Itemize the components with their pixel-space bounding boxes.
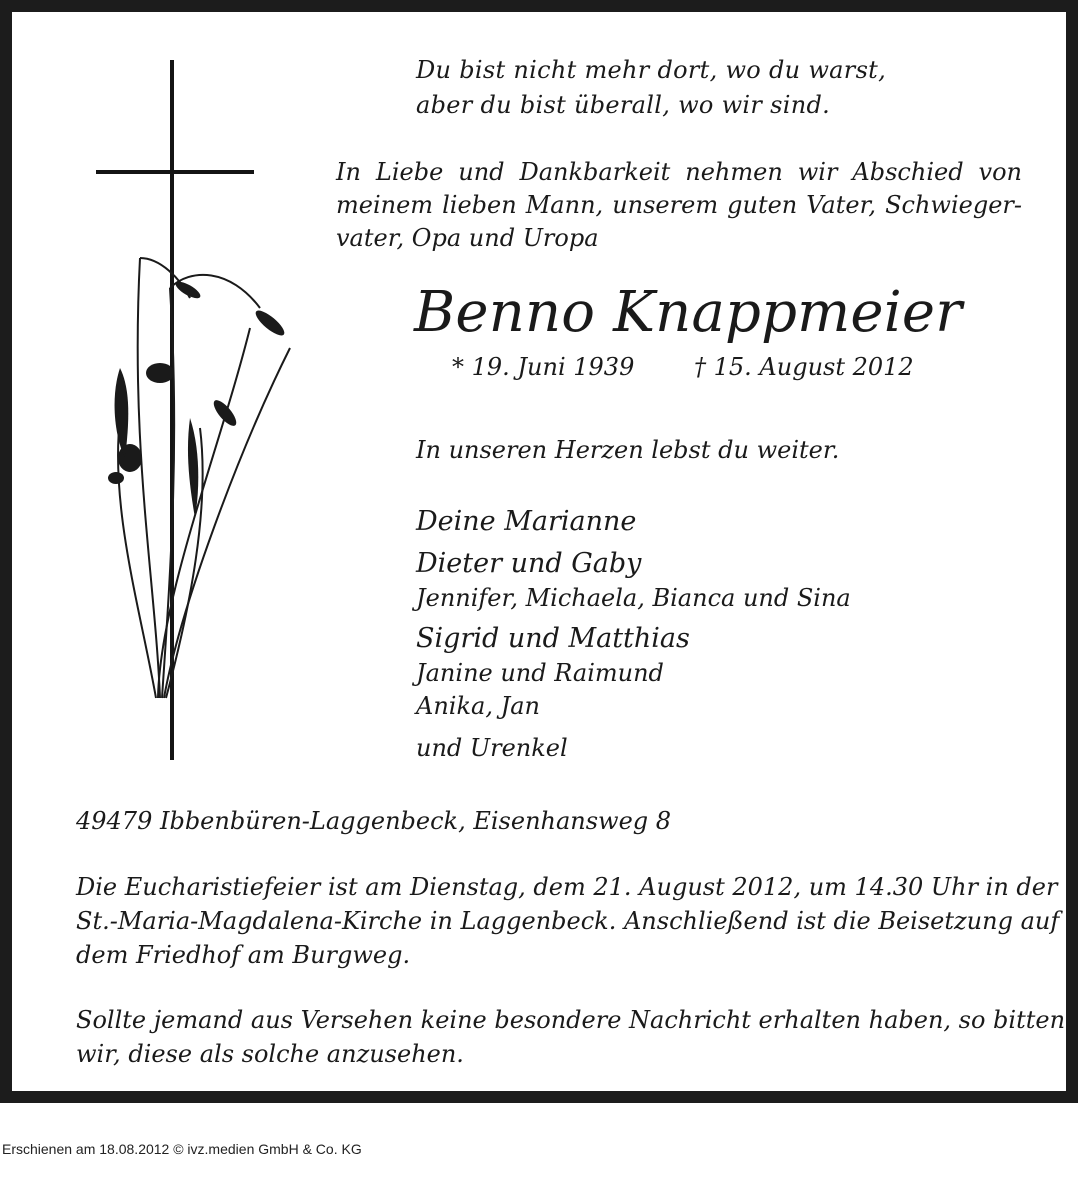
notice-line-2: wir, diese als solche anzusehen. bbox=[76, 1040, 464, 1068]
birth-date: * 19. Juni 1939 bbox=[452, 353, 635, 381]
mourner-family-1: Dieter und Gaby bbox=[416, 548, 642, 579]
service-line-1: Die Eucharistiefeier ist am Dienstag, dem 21. August 2012, um 14.30 Uhr in der bbox=[76, 873, 1058, 901]
service-line-3: dem Friedhof am Burgweg. bbox=[76, 941, 411, 969]
quote-line-2: aber du bist überall, wo wir sind. bbox=[416, 91, 831, 119]
motto-text: In unseren Herzen lebst du weiter. bbox=[416, 436, 840, 464]
wheat-grain-icon bbox=[100, 248, 300, 728]
mourner-wife: Deine Marianne bbox=[416, 506, 637, 537]
publication-footer: Erschienen am 18.08.2012 © ivz.medien GmbH & Co. KG bbox=[2, 1141, 362, 1157]
mourner-family-1-children: Jennifer, Michaela, Bianca und Sina bbox=[416, 584, 851, 612]
address-line: 49479 Ibbenbüren-Laggenbeck, Eisenhansweg 8 bbox=[76, 807, 672, 835]
mourner-family-2-children-b: Anika, Jan bbox=[416, 692, 540, 720]
mourner-family-2-children-a: Janine und Raimund bbox=[416, 659, 664, 687]
mourner-great-grandchildren: und Urenkel bbox=[416, 734, 568, 762]
notice-line-1: Sollte jemand aus Versehen keine besondere Nachricht erhalten haben, so bitten bbox=[76, 1006, 1066, 1034]
deceased-name: Benno Knappmeier bbox=[414, 280, 963, 345]
cross-horizontal-bar bbox=[96, 170, 254, 174]
intro-text: In Liebe und Dankbarkeit nehmen wir Abschied von meinem lieben Mann, unserem guten Vater, Schwiegervater, Opa und Uropa bbox=[336, 158, 1022, 252]
death-date: † 15. August 2012 bbox=[694, 353, 914, 381]
quote-line-1: Du bist nicht mehr dort, wo du warst, bbox=[416, 56, 887, 84]
service-line-2: St.-Maria-Magdalena-Kirche in Laggenbeck. Anschließend ist die Beisetzung auf bbox=[76, 907, 1060, 935]
mourner-family-2: Sigrid und Matthias bbox=[416, 623, 690, 654]
